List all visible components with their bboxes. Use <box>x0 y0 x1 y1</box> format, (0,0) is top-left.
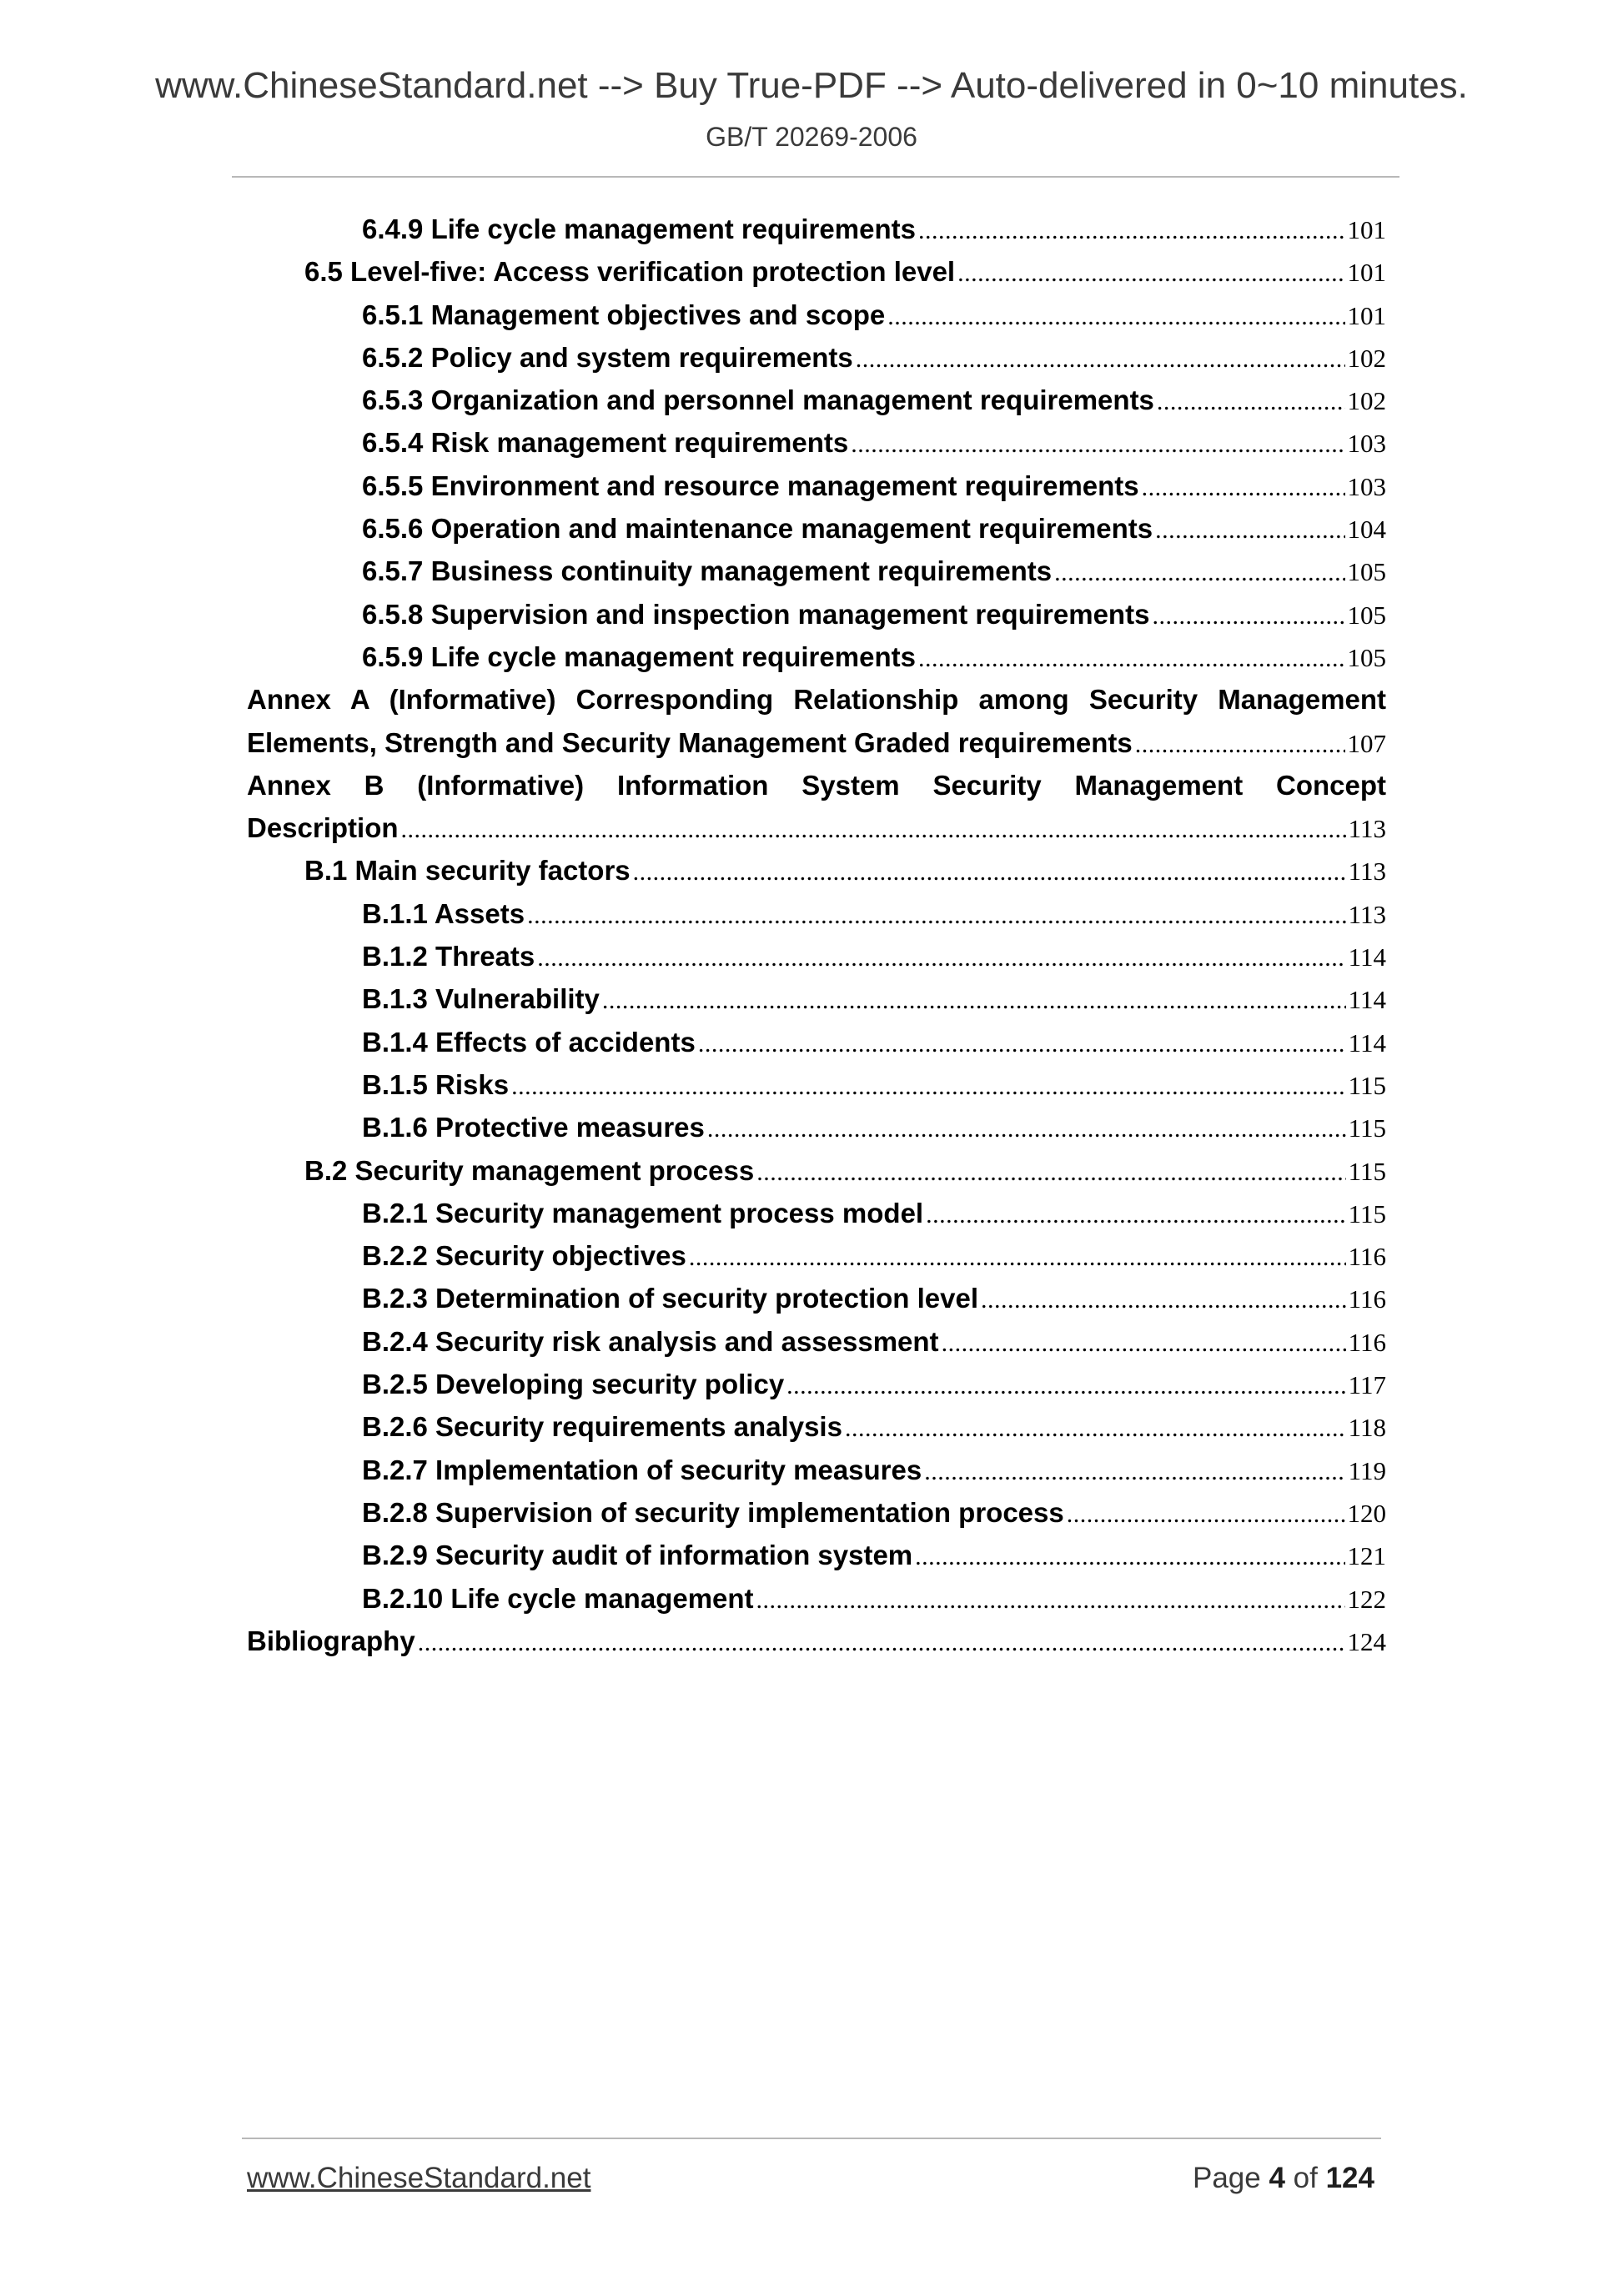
dot-leader <box>707 1115 1346 1143</box>
toc-entry[interactable] <box>247 1069 1386 1112</box>
toc-entry[interactable] <box>247 427 1386 470</box>
dot-leader <box>602 987 1346 1015</box>
toc-entry-title: 6.5 Level-five: Access verification protection level <box>304 256 956 288</box>
toc-entry[interactable] <box>247 1027 1386 1069</box>
toc-entry-page: 103 <box>1347 471 1386 501</box>
toc-entry-page: 105 <box>1347 642 1386 672</box>
toc-entry[interactable] <box>247 513 1386 555</box>
toc-entry-title: B.2.7 Implementation of security measures <box>362 1454 922 1485</box>
toc-entry-page: 124 <box>1347 1626 1386 1656</box>
toc-entry-page: 115 <box>1348 1113 1386 1143</box>
toc-entry-page: 101 <box>1347 300 1386 330</box>
toc-entry[interactable] <box>247 1583 1386 1625</box>
dot-leader <box>756 1586 1345 1615</box>
dot-leader <box>1054 559 1344 587</box>
header-banner: www.ChineseStandard.net --> Buy True-PDF --> Auto-delivered in 0~10 minutes. <box>155 65 1468 106</box>
toc-entry[interactable] <box>247 1198 1386 1240</box>
toc-entry[interactable] <box>247 1540 1386 1582</box>
toc-entry[interactable] <box>247 1625 1386 1668</box>
toc-entry-title: B.1.2 Threats <box>362 941 535 972</box>
toc-entry-title: B.2.5 Developing security policy <box>362 1369 785 1400</box>
toc-entry-title: Elements, Strength and Security Management Graded requirements <box>247 726 1133 758</box>
toc-entry-title: B.2.9 Security audit of information system <box>362 1540 913 1571</box>
dot-leader <box>1155 516 1344 545</box>
dot-leader <box>1142 474 1345 502</box>
dot-leader <box>527 902 1346 930</box>
toc-entry[interactable] <box>247 812 1386 855</box>
toc-entry[interactable] <box>247 1454 1386 1497</box>
toc-entry-page: 113 <box>1348 814 1386 844</box>
toc-entry-title: B.2.4 Security risk analysis and assessment <box>362 1325 939 1357</box>
toc-entry-title: Description <box>247 812 399 844</box>
toc-entry-title: B.1.6 Protective measures <box>362 1112 705 1143</box>
toc-entry-page: 104 <box>1347 515 1386 545</box>
toc-entry-page: 113 <box>1348 899 1386 929</box>
page-prefix: Page <box>1192 2162 1261 2194</box>
toc-entry[interactable] <box>247 599 1386 641</box>
dot-leader <box>924 1458 1345 1486</box>
toc-entry[interactable] <box>247 470 1386 513</box>
toc-entry-page: 122 <box>1347 1584 1386 1614</box>
dot-leader <box>942 1329 1346 1358</box>
dot-leader <box>537 944 1345 972</box>
toc-entry[interactable] <box>247 855 1386 897</box>
toc-entry[interactable] <box>247 555 1386 598</box>
page-indicator <box>1193 2162 1374 2195</box>
toc-entry-title: B.2.2 Security objectives <box>362 1240 686 1272</box>
dot-leader <box>887 303 1344 331</box>
toc-entry-page: 117 <box>1348 1370 1386 1400</box>
toc-annex-b-line1[interactable]: Annex B (Informative) Information System Security Management Concept <box>247 769 1386 801</box>
toc-entry-title: B.1.4 Effects of accidents <box>362 1026 696 1058</box>
dot-leader <box>856 345 1345 374</box>
toc-entry[interactable] <box>247 214 1386 256</box>
toc-entry[interactable] <box>247 1369 1386 1411</box>
toc-entry-title: B.1 Main security factors <box>304 855 631 887</box>
toc-entry-page: 115 <box>1348 1156 1386 1186</box>
toc-entry-page: 114 <box>1348 942 1386 972</box>
toc-entry[interactable] <box>247 983 1386 1026</box>
toc-entry-title: B.2 Security management process <box>304 1154 755 1186</box>
dot-leader <box>698 1030 1346 1058</box>
toc-entry-page: 116 <box>1348 1242 1386 1272</box>
toc-entry-page: 101 <box>1347 258 1386 288</box>
toc-entry-page: 120 <box>1347 1498 1386 1528</box>
dot-leader <box>851 430 1344 459</box>
toc-entry[interactable] <box>247 1240 1386 1283</box>
toc-entry-title: 6.5.3 Organization and personnel management requirements <box>362 384 1154 416</box>
toc-entry-title: B.2.3 Determination of security protection level <box>362 1283 979 1314</box>
toc-entry-page: 114 <box>1348 985 1386 1015</box>
toc-entry[interactable] <box>247 1112 1386 1154</box>
toc-entry-title: B.2.6 Security requirements analysis <box>362 1411 842 1443</box>
toc-entry[interactable] <box>247 898 1386 941</box>
toc-entry-page: 102 <box>1347 343 1386 373</box>
toc-entry-page: 119 <box>1348 1455 1386 1485</box>
toc-entry-page: 102 <box>1347 386 1386 416</box>
toc-entry[interactable] <box>247 1411 1386 1454</box>
toc-entry-page: 114 <box>1348 1027 1386 1058</box>
toc-entry-page: 101 <box>1347 215 1386 244</box>
dot-leader <box>918 217 1345 245</box>
header-divider <box>232 176 1399 178</box>
dot-leader <box>511 1073 1346 1101</box>
dot-leader <box>845 1414 1346 1443</box>
toc-entry[interactable] <box>247 256 1386 299</box>
toc-entry-title: B.1.1 Assets <box>362 897 525 929</box>
toc-entry-title: B.1.5 Risks <box>362 1068 510 1100</box>
toc-entry[interactable] <box>247 1497 1386 1540</box>
page-total: 124 <box>1325 2162 1374 2194</box>
dot-leader <box>689 1243 1346 1272</box>
dot-leader <box>418 1629 1345 1657</box>
footer-site-link[interactable]: www.ChineseStandard.net <box>247 2162 591 2194</box>
toc-entry-title: 6.5.4 Risk management requirements <box>362 427 849 459</box>
toc-entry[interactable] <box>247 1326 1386 1369</box>
toc-entry[interactable] <box>247 641 1386 684</box>
toc-entry-page: 105 <box>1347 557 1386 587</box>
page-current: 4 <box>1269 2162 1285 2194</box>
toc-entry-page: 103 <box>1347 429 1386 459</box>
toc-entry-title: 6.5.5 Environment and resource management requirements <box>362 470 1139 501</box>
toc-entry[interactable] <box>247 1283 1386 1325</box>
toc-entry-title: 6.5.7 Business continuity management requirements <box>362 555 1053 587</box>
toc-entry-page: 107 <box>1347 728 1386 758</box>
dot-leader <box>957 259 1344 288</box>
toc-entry-page: 121 <box>1347 1541 1386 1571</box>
toc-entry-page: 116 <box>1348 1284 1386 1314</box>
toc-entry-page: 105 <box>1347 600 1386 630</box>
footer-divider <box>242 2138 1381 2139</box>
standard-code: GB/T 20269-2006 <box>706 122 917 152</box>
dot-leader <box>926 1201 1346 1229</box>
toc-entry-page: 113 <box>1348 857 1386 887</box>
toc-entry-title: 6.5.1 Management objectives and scope <box>362 299 886 330</box>
toc-entry[interactable] <box>247 941 1386 983</box>
toc-entry-title: 6.5.2 Policy and system requirements <box>362 341 853 373</box>
dot-leader <box>401 816 1346 844</box>
toc-entry-title: 6.4.9 Life cycle management requirements <box>362 214 916 244</box>
toc-entry-title: 6.5.6 Operation and maintenance management requirements <box>362 513 1153 545</box>
toc-entry-page: 118 <box>1348 1413 1386 1443</box>
dot-leader <box>756 1158 1345 1187</box>
dot-leader <box>1152 602 1344 631</box>
toc-entry[interactable] <box>247 727 1386 770</box>
dot-leader <box>786 1372 1345 1400</box>
toc-entry-title: B.2.8 Supervision of security implementation process <box>362 1496 1064 1528</box>
toc-entry-title: B.2.1 Security management process model <box>362 1197 924 1228</box>
toc-entry-title: 6.5.8 Supervision and inspection management requirements <box>362 598 1150 630</box>
toc-entry-title: B.2.10 Life cycle management <box>362 1582 754 1614</box>
toc-entry-title: 6.5.9 Life cycle management requirements <box>362 641 916 672</box>
toc-entry-title: Bibliography <box>247 1625 415 1656</box>
toc-annex-a-line1[interactable]: Annex A (Informative) Corresponding Relationship among Security Management <box>247 684 1386 716</box>
toc-entry[interactable] <box>247 299 1386 342</box>
dot-leader <box>1135 731 1345 759</box>
dot-leader <box>1067 1500 1345 1529</box>
dot-leader <box>633 858 1346 887</box>
toc-entry-page: 115 <box>1348 1198 1386 1228</box>
dot-leader <box>1157 388 1345 416</box>
dot-leader <box>981 1286 1346 1314</box>
toc-entry-title: B.1.3 Vulnerability <box>362 983 600 1015</box>
page-sep: of <box>1293 2162 1318 2194</box>
toc-entry-page: 116 <box>1348 1327 1386 1357</box>
toc-entry[interactable] <box>247 1155 1386 1198</box>
dot-leader <box>915 1543 1344 1571</box>
toc-entry-page: 115 <box>1348 1070 1386 1100</box>
toc-entry[interactable] <box>247 384 1386 427</box>
toc-entry[interactable] <box>247 342 1386 384</box>
table-of-contents <box>247 214 1386 1668</box>
dot-leader <box>918 645 1345 673</box>
